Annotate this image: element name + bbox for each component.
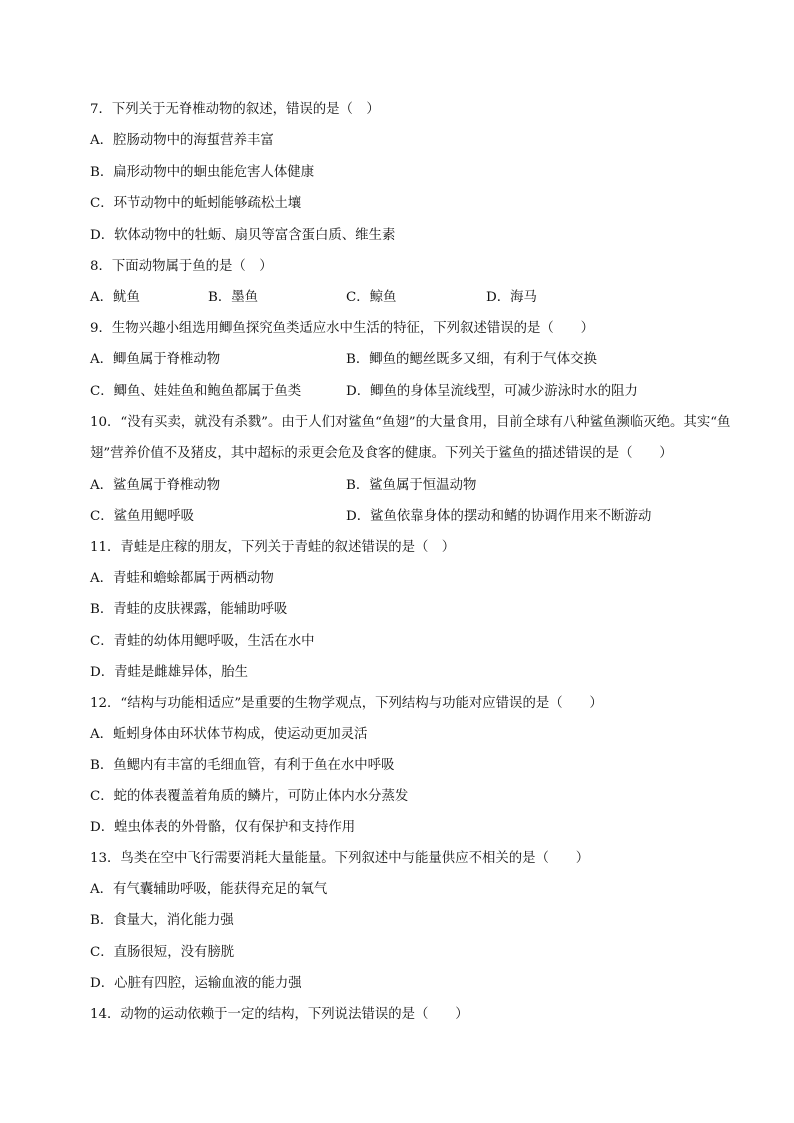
question-7-option-c: C．环节动物中的蚯蚓能够疏松土壤 — [90, 196, 302, 211]
question-12-option-d: D．蝗虫体表的外骨骼，仅有保护和支持作用 — [90, 820, 356, 835]
question-8-option-b: B．墨鱼 — [208, 290, 259, 305]
question-10-option-d: D．鲨鱼依靠身体的摆动和鳍的协调作用来不断游动 — [346, 509, 652, 524]
question-10-option-b: B．鲨鱼属于恒温动物 — [346, 478, 477, 493]
question-9-option-c: C．鲫鱼、娃娃鱼和鲍鱼都属于鱼类 — [90, 384, 302, 399]
question-7-stem: 7．下列关于无脊椎动物的叙述，错误的是（ ） — [90, 102, 380, 117]
question-12-option-c: C．蛇的体表覆盖着角质的鳞片，可防止体内水分蒸发 — [90, 789, 409, 804]
question-9-option-d: D．鲫鱼的身体呈流线型，可减少游泳时水的阻力 — [346, 384, 638, 399]
question-10-stem-line1: 10．“没有买卖，就没有杀戮”。由于人们对鲨鱼“鱼翅”的大量食用，目前全球有八种鲨鱼濒临灭绝。其实“鱼 — [90, 415, 731, 430]
question-8-option-a: A．鱿鱼 — [90, 290, 140, 305]
question-13-option-b: B．食量大，消化能力强 — [90, 913, 234, 928]
question-11-stem: 11．青蛙是庄稼的朋友，下列关于青蛙的叙述错误的是（ ） — [90, 540, 456, 555]
question-8-option-c: C．鲸鱼 — [346, 290, 397, 305]
question-9-stem: 9．生物兴趣小组选用鲫鱼探究鱼类适应水中生活的特征，下列叙述错误的是（ ） — [90, 321, 594, 336]
question-14-stem: 14．动物的运动依赖于一定的结构，下列说法错误的是（ ） — [90, 1007, 469, 1022]
question-8-stem: 8．下面动物属于鱼的是（ ） — [90, 259, 273, 274]
question-12-option-b: B．鱼鳃内有丰富的毛细血管，有利于鱼在水中呼吸 — [90, 758, 395, 773]
question-9-option-b: B．鲫鱼的鳃丝既多又细，有利于气体交换 — [346, 352, 597, 367]
question-11-option-d: D．青蛙是雌雄异体，胎生 — [90, 665, 249, 680]
question-13-option-d: D．心脏有四腔，运输血液的能力强 — [90, 976, 302, 991]
question-12-option-a: A．蚯蚓身体由环状体节构成，使运动更加灵活 — [90, 727, 368, 742]
question-11-option-b: B．青蛙的皮肤裸露，能辅助呼吸 — [90, 602, 288, 617]
question-13-option-c: C．直肠很短，没有膀胱 — [90, 945, 235, 960]
question-10-option-a: A．鲨鱼属于脊椎动物 — [90, 478, 221, 493]
question-11-option-a: A．青蛙和蟾蜍都属于两栖动物 — [90, 571, 274, 586]
question-10-stem-line2: 翅”营养价值不及猪皮，其中超标的汞更会危及食客的健康。下列关于鲨鱼的描述错误的是（ ） — [90, 446, 673, 461]
question-8-option-d: D．海马 — [486, 290, 537, 305]
question-7-option-b: B．扁形动物中的蛔虫能危害人体健康 — [90, 165, 315, 180]
question-9-option-a: A．鲫鱼属于脊椎动物 — [90, 352, 221, 367]
question-7-option-d: D．软体动物中的牡蛎、扇贝等富含蛋白质、维生素 — [90, 228, 396, 243]
question-13-stem: 13．鸟类在空中飞行需要消耗大量能量。下列叙述中与能量供应不相关的是（ ） — [90, 851, 590, 866]
question-7-option-a: A．腔肠动物中的海蜇营养丰富 — [90, 133, 274, 148]
question-12-stem: 12．“结构与功能相适应”是重要的生物学观点，下列结构与功能对应错误的是（ ） — [90, 696, 603, 711]
question-10-option-c: C．鲨鱼用鳃呼吸 — [90, 509, 194, 524]
question-13-option-a: A．有气囊辅助呼吸，能获得充足的氧气 — [90, 882, 328, 897]
question-11-option-c: C．青蛙的幼体用鳃呼吸，生活在水中 — [90, 634, 315, 649]
